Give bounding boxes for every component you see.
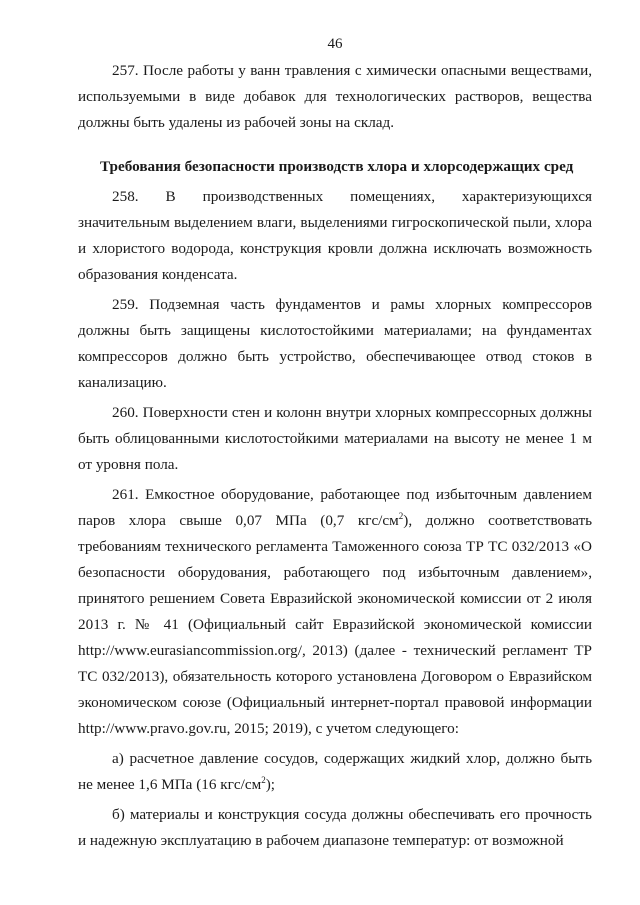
document-page bbox=[78, 0, 592, 905]
paragraph-258: 258. В производственных помещениях, характеризующихся значительным выделением влаги, выделениями гигроскопической пыли, хлора и хлористого водорода, конструкция кровли должна исключать возможность образования конденсата. bbox=[78, 188, 592, 283]
paragraph-259: 259. Подземная часть фундаментов и рамы хлорных компрессоров должны быть защищены кислотостойкими материалами; на фундаментах компрессоров должно быть устройство, обеспечивающее отвод стоков в канализацию. bbox=[78, 296, 592, 391]
page-number: 46 bbox=[327, 36, 343, 52]
superscript: 2 bbox=[398, 510, 404, 521]
superscript: 2 bbox=[261, 774, 266, 785]
subitem-b: б) материалы и конструкция сосуда должны обеспечивать его прочность и надежную эксплуатацию в рабочем диапазоне температур: от возможной bbox=[78, 806, 592, 849]
subitem-a-part-1: а) расчетное давление сосудов, содержащих жидкий хлор, должно быть не менее 1,6 МПа (16 кгс/см bbox=[78, 750, 592, 793]
document-body bbox=[78, 58, 592, 858]
subitem-a-part-2: ); bbox=[265, 776, 275, 793]
paragraph-261 bbox=[78, 482, 592, 742]
paragraph-261-part-2: ), должно соответствовать требованиям технического регламента Таможенного союза ТР ТС 032/2013 «О безопасности оборудования, работающего под избыточным давлением», принятого решением Совета Евразийской экономической комиссии от 2 июля 2013 г. № 41 (Официальный сайт Евразийской экономической комиссии http://www.eurasiancommission.org/, 2013) (далее - технический регламент ТР ТС 032/2013), обязательность которого установлена Договором о Евразийском экономическом союзе (Официальный интернет-портал правовой информации http://www.pravo.gov.ru, 2015; 2019), с учетом следующего: bbox=[78, 512, 593, 737]
section-heading: Требования безопасности производств хлора и хлорсодержащих сред bbox=[100, 158, 574, 175]
paragraph-261-part-1: 261. Емкостное оборудование, работающее под избыточным давлением паров хлора свыше 0,07 МПа (0,7 кгс/см bbox=[78, 486, 592, 529]
subitem-a bbox=[78, 746, 592, 798]
paragraph-257: 257. После работы у ванн травления с химически опасными веществами, используемыми в виде добавок для технологических растворов, вещества должны быть удалены из рабочей зоны на склад. bbox=[78, 62, 592, 131]
paragraph-260: 260. Поверхности стен и колонн внутри хлорных компрессорных должны быть облицованными кислотостойкими материалами на высоту не менее 1 м от уровня пола. bbox=[78, 404, 592, 473]
